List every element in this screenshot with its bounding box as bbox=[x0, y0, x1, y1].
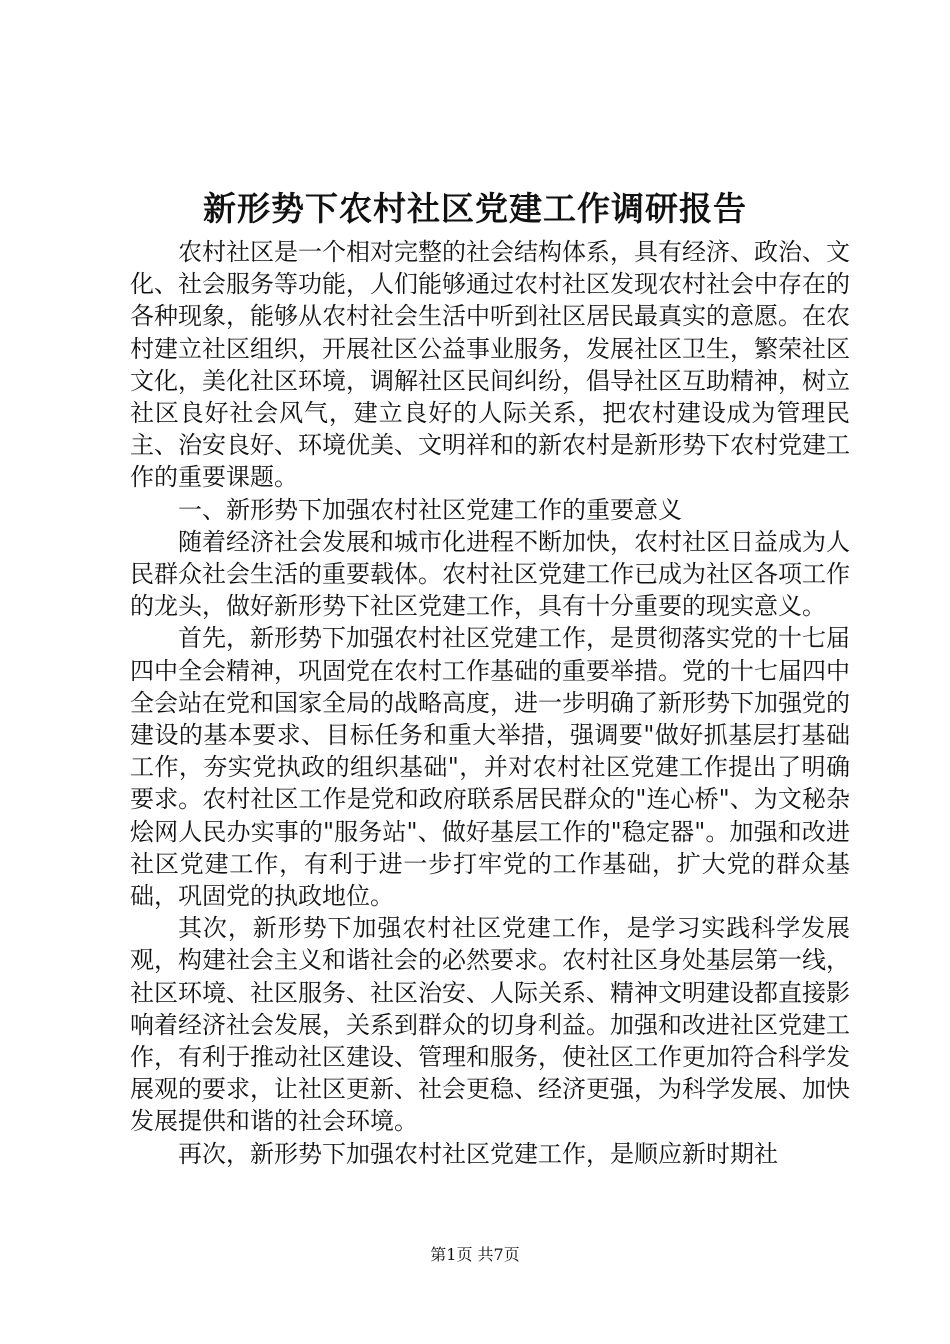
paragraph: 其次，新形势下加强农村社区党建工作，是学习实践科学发展观，构建社会主义和谐社会的必然要求。农村社区身处基层第一线，社区环境、社区服务、社区治安、人际关系、精神文明建设都直接影响着经济社会发展，关系到群众的切身利益。加强和改进社区党建工作，有利于推动社区建设、管理和服务，使社区工作更加符合科学发展观的要求，让社区更新、社会更稳、经济更强，为科学发展、加快发展提供和谐的社会环境。 bbox=[130, 914, 850, 1136]
document-body bbox=[130, 236, 850, 1170]
paragraph: 随着经济社会发展和城市化进程不断加快，农村社区日益成为人民群众社会生活的重要载体。农村社区党建工作已成为社区各项工作的龙头，做好新形势下社区党建工作，具有十分重要的现实意义。 bbox=[130, 527, 850, 621]
paragraph: 再次，新形势下加强农村社区党建工作，是顺应新时期社 bbox=[178, 1139, 778, 1168]
paragraph: 农村社区是一个相对完整的社会结构体系，具有经济、政治、文化、社会服务等功能，人们能够通过农村社区发现农村社会中存在的各种现象，能够从农村社会生活中听到社区居民最真实的意愿。在农村建立社区组织，开展社区公益事业服务，发展社区卫生，繁荣社区文化，美化社区环境，调解社区民间纠纷，倡导社区互助精神，树立社区良好社会风气，建立良好的人际关系，把农村建设成为管理民主、治安良好、环境优美、文明祥和的新农村是新形势下农村党建工作的重要课题。 bbox=[130, 238, 850, 492]
page-number-footer: 第1页 共7页 bbox=[430, 1245, 520, 1264]
section-heading: 一、新形势下加强农村社区党建工作的重要意义 bbox=[178, 495, 682, 524]
document-title: 新形势下农村社区党建工作调研报告 bbox=[203, 189, 747, 228]
paragraph: 首先，新形势下加强农村社区党建工作，是贯彻落实党的十七届四中全会精神，巩固党在农村工作基础的重要举措。党的十七届四中全会站在党和国家全局的战略高度，进一步明确了新形势下加强党的建设的基本要求、目标任务和重大举措，强调要"做好抓基层打基础工作，夯实党执政的组织基础"，并对农村社区党建工作提出了明确要求。农村社区工作是党和政府联系居民群众的"连心桥"、为文秘杂烩网人民办实事的"服务站"、做好基层工作的"稳定器"。加强和改进社区党建工作，有利于进一步打牢党的工作基础，扩大党的群众基础，巩固党的执政地位。 bbox=[130, 624, 850, 911]
